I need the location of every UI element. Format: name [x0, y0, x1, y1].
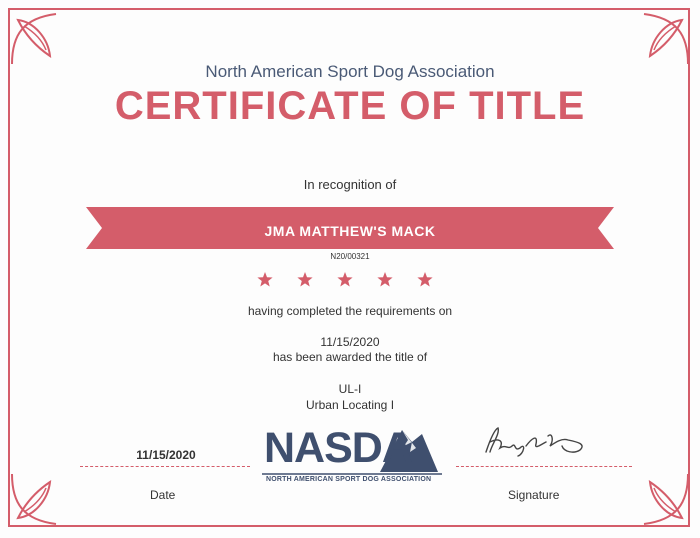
- date-label: Date: [150, 488, 176, 502]
- signature-line: [456, 466, 632, 467]
- corner-ornament-bottom-left: [4, 464, 74, 534]
- nasda-logo-subtext: NORTH AMERICAN SPORT DOG ASSOCIATION: [266, 476, 432, 483]
- awarded-text: has been awarded the title of: [272, 350, 428, 364]
- registration-number: N20/00321: [330, 252, 370, 261]
- star-icon: [297, 272, 312, 286]
- corner-ornament-bottom-right: [626, 464, 696, 534]
- recognition-text: In recognition of: [303, 177, 397, 192]
- organization-name: North American Sport Dog Association: [205, 62, 495, 81]
- star-icon: [257, 272, 272, 286]
- title-name: Urban Locating I: [305, 398, 395, 412]
- star-icon: [337, 272, 352, 286]
- requirements-text: having completed the requirements on: [247, 304, 453, 318]
- star-icon: [377, 272, 392, 286]
- date-value: 11/15/2020: [136, 448, 196, 462]
- nasda-logo-text: NASDA: [264, 424, 412, 472]
- title-code: UL-I: [338, 382, 362, 396]
- handwritten-signature: [476, 422, 596, 462]
- star-rating: [255, 270, 445, 290]
- signature-label: Signature: [508, 488, 560, 502]
- completion-date: 11/15/2020: [320, 335, 380, 349]
- date-line: [80, 466, 250, 467]
- certificate-title: CERTIFICATE OF TITLE: [114, 84, 586, 128]
- star-icon: [417, 272, 432, 286]
- dog-name: JMA MATTHEW'S MACK: [264, 223, 436, 239]
